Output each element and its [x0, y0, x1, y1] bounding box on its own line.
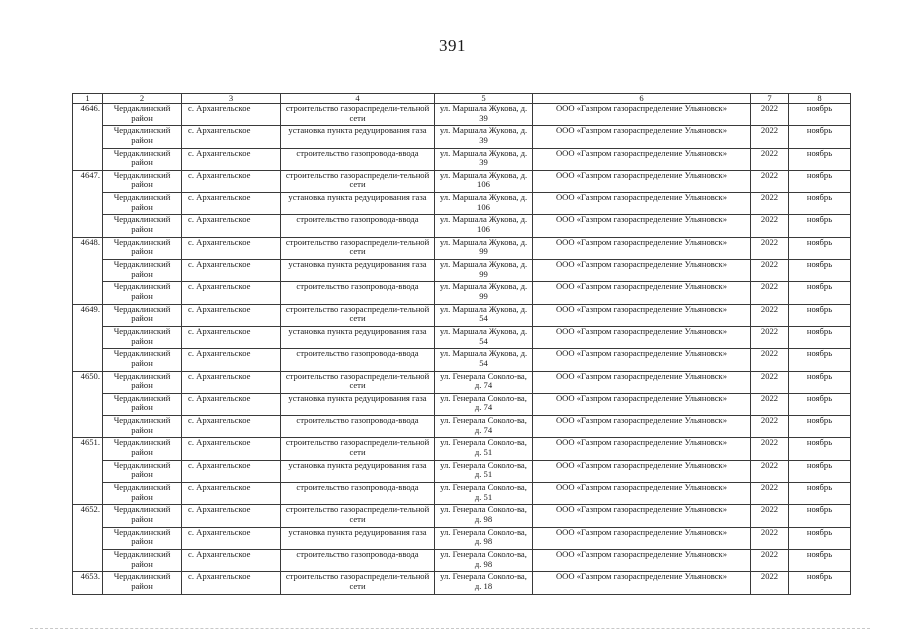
organization-cell: ООО «Газпром газораспределение Ульяновск»: [533, 416, 751, 438]
table-row: [73, 304, 851, 326]
district-cell: Чердаклинский район: [103, 438, 182, 460]
organization-cell: ООО «Газпром газораспределение Ульяновск»: [533, 260, 751, 282]
year-cell: 2022: [751, 460, 789, 482]
month-cell: ноябрь: [789, 170, 851, 192]
table-row: [73, 215, 851, 237]
row-number: [73, 349, 103, 371]
organization-cell: ООО «Газпром газораспределение Ульяновск»: [533, 505, 751, 527]
address-cell: ул. Маршала Жукова, д. 54: [435, 349, 533, 371]
year-cell: 2022: [751, 304, 789, 326]
header-cell: 4: [281, 94, 435, 104]
organization-cell: ООО «Газпром газораспределение Ульяновск»: [533, 126, 751, 148]
month-cell: ноябрь: [789, 282, 851, 304]
work-type-cell: установка пункта редуцирования газа: [281, 527, 435, 549]
work-type-cell: строительство газораспредели-тельной сети: [281, 170, 435, 192]
district-cell: Чердаклинский район: [103, 460, 182, 482]
work-type-cell: установка пункта редуцирования газа: [281, 460, 435, 482]
month-cell: ноябрь: [789, 438, 851, 460]
organization-cell: ООО «Газпром газораспределение Ульяновск»: [533, 304, 751, 326]
district-cell: Чердаклинский район: [103, 193, 182, 215]
organization-cell: ООО «Газпром газораспределение Ульяновск»: [533, 104, 751, 126]
year-cell: 2022: [751, 393, 789, 415]
table-row: [73, 282, 851, 304]
district-cell: Чердаклинский район: [103, 148, 182, 170]
year-cell: 2022: [751, 193, 789, 215]
organization-cell: ООО «Газпром газораспределение Ульяновск»: [533, 349, 751, 371]
district-cell: Чердаклинский район: [103, 393, 182, 415]
work-type-cell: строительство газопровода-ввода: [281, 215, 435, 237]
table-row: [73, 148, 851, 170]
row-number: 4647.: [73, 170, 103, 192]
work-type-cell: строительство газораспредели-тельной сети: [281, 104, 435, 126]
row-number: [73, 393, 103, 415]
address-cell: ул. Маршала Жукова, д. 99: [435, 260, 533, 282]
work-type-cell: строительство газораспредели-тельной сети: [281, 371, 435, 393]
locality-cell: с. Архангельское: [182, 527, 281, 549]
work-type-cell: строительство газораспредели-тельной сети: [281, 505, 435, 527]
row-number: [73, 483, 103, 505]
address-cell: ул. Маршала Жукова, д. 99: [435, 282, 533, 304]
address-cell: ул. Маршала Жукова, д. 106: [435, 215, 533, 237]
header-cell: 5: [435, 94, 533, 104]
district-cell: Чердаклинский район: [103, 416, 182, 438]
address-cell: ул. Маршала Жукова, д. 106: [435, 170, 533, 192]
locality-cell: с. Архангельское: [182, 326, 281, 348]
year-cell: 2022: [751, 126, 789, 148]
scan-artifact: [30, 628, 870, 630]
locality-cell: с. Архангельское: [182, 215, 281, 237]
row-number: [73, 549, 103, 571]
address-cell: ул. Маршала Жукова, д. 39: [435, 148, 533, 170]
address-cell: ул. Маршала Жукова, д. 54: [435, 326, 533, 348]
address-cell: ул. Генерала Соколо-ва, д. 74: [435, 416, 533, 438]
locality-cell: с. Архангельское: [182, 393, 281, 415]
district-cell: Чердаклинский район: [103, 549, 182, 571]
organization-cell: ООО «Газпром газораспределение Ульяновск»: [533, 237, 751, 259]
table-row: [73, 349, 851, 371]
year-cell: 2022: [751, 349, 789, 371]
locality-cell: с. Архангельское: [182, 416, 281, 438]
year-cell: 2022: [751, 215, 789, 237]
organization-cell: ООО «Газпром газораспределение Ульяновск»: [533, 148, 751, 170]
table-row: [73, 170, 851, 192]
work-type-cell: установка пункта редуцирования газа: [281, 326, 435, 348]
locality-cell: с. Архангельское: [182, 237, 281, 259]
work-type-cell: строительство газораспредели-тельной сети: [281, 237, 435, 259]
month-cell: ноябрь: [789, 148, 851, 170]
table-row: [73, 193, 851, 215]
work-type-cell: установка пункта редуцирования газа: [281, 126, 435, 148]
year-cell: 2022: [751, 260, 789, 282]
locality-cell: с. Архангельское: [182, 304, 281, 326]
work-type-cell: строительство газораспредели-тельной сети: [281, 572, 435, 594]
month-cell: ноябрь: [789, 193, 851, 215]
header-cell: 2: [103, 94, 182, 104]
year-cell: 2022: [751, 416, 789, 438]
month-cell: ноябрь: [789, 215, 851, 237]
address-cell: ул. Генерала Соколо-ва, д. 74: [435, 371, 533, 393]
table-row: [73, 326, 851, 348]
header-cell: 7: [751, 94, 789, 104]
table-row: [73, 527, 851, 549]
organization-cell: ООО «Газпром газораспределение Ульяновск»: [533, 527, 751, 549]
organization-cell: ООО «Газпром газораспределение Ульяновск»: [533, 549, 751, 571]
locality-cell: с. Архангельское: [182, 483, 281, 505]
locality-cell: с. Архангельское: [182, 505, 281, 527]
row-number: [73, 527, 103, 549]
header-cell: 8: [789, 94, 851, 104]
district-cell: Чердаклинский район: [103, 326, 182, 348]
header-cell: 6: [533, 94, 751, 104]
organization-cell: ООО «Газпром газораспределение Ульяновск»: [533, 572, 751, 594]
table-row: [73, 126, 851, 148]
district-cell: Чердаклинский район: [103, 215, 182, 237]
district-cell: Чердаклинский район: [103, 371, 182, 393]
row-number: 4649.: [73, 304, 103, 326]
month-cell: ноябрь: [789, 349, 851, 371]
work-type-cell: строительство газораспредели-тельной сети: [281, 438, 435, 460]
month-cell: ноябрь: [789, 104, 851, 126]
table-row: [73, 505, 851, 527]
year-cell: 2022: [751, 104, 789, 126]
table-row: [73, 483, 851, 505]
address-cell: ул. Генерала Соколо-ва, д. 18: [435, 572, 533, 594]
district-cell: Чердаклинский район: [103, 304, 182, 326]
work-type-cell: установка пункта редуцирования газа: [281, 260, 435, 282]
address-cell: ул. Генерала Соколо-ва, д. 98: [435, 505, 533, 527]
locality-cell: с. Архангельское: [182, 193, 281, 215]
district-cell: Чердаклинский район: [103, 126, 182, 148]
address-cell: ул. Маршала Жукова, д. 54: [435, 304, 533, 326]
year-cell: 2022: [751, 549, 789, 571]
address-cell: ул. Генерала Соколо-ва, д. 51: [435, 483, 533, 505]
month-cell: ноябрь: [789, 126, 851, 148]
table-row: [73, 438, 851, 460]
page-number: 391: [439, 36, 466, 55]
address-cell: ул. Генерала Соколо-ва, д. 51: [435, 438, 533, 460]
row-number: [73, 282, 103, 304]
month-cell: ноябрь: [789, 304, 851, 326]
month-cell: ноябрь: [789, 326, 851, 348]
row-number: 4653.: [73, 572, 103, 594]
locality-cell: с. Архангельское: [182, 104, 281, 126]
year-cell: 2022: [751, 326, 789, 348]
row-number: [73, 126, 103, 148]
year-cell: 2022: [751, 438, 789, 460]
address-cell: ул. Маршала Жукова, д. 39: [435, 126, 533, 148]
work-type-cell: строительство газопровода-ввода: [281, 416, 435, 438]
table-row: [73, 393, 851, 415]
district-cell: Чердаклинский район: [103, 282, 182, 304]
month-cell: ноябрь: [789, 527, 851, 549]
organization-cell: ООО «Газпром газораспределение Ульяновск»: [533, 282, 751, 304]
row-number: [73, 260, 103, 282]
table-row: [73, 260, 851, 282]
district-cell: Чердаклинский район: [103, 170, 182, 192]
table-row: [73, 460, 851, 482]
work-type-cell: строительство газопровода-ввода: [281, 148, 435, 170]
month-cell: ноябрь: [789, 460, 851, 482]
month-cell: ноябрь: [789, 260, 851, 282]
district-cell: Чердаклинский район: [103, 237, 182, 259]
row-number: [73, 215, 103, 237]
year-cell: 2022: [751, 527, 789, 549]
year-cell: 2022: [751, 170, 789, 192]
address-cell: ул. Генерала Соколо-ва, д. 98: [435, 549, 533, 571]
table-row: [73, 416, 851, 438]
locality-cell: с. Архангельское: [182, 438, 281, 460]
month-cell: ноябрь: [789, 483, 851, 505]
locality-cell: с. Архангельское: [182, 349, 281, 371]
district-cell: Чердаклинский район: [103, 572, 182, 594]
district-cell: Чердаклинский район: [103, 104, 182, 126]
header-cell: 3: [182, 94, 281, 104]
month-cell: ноябрь: [789, 572, 851, 594]
organization-cell: ООО «Газпром газораспределение Ульяновск»: [533, 393, 751, 415]
work-type-cell: установка пункта редуцирования газа: [281, 193, 435, 215]
address-cell: ул. Маршала Жукова, д. 39: [435, 104, 533, 126]
district-cell: Чердаклинский район: [103, 349, 182, 371]
work-type-cell: строительство газопровода-ввода: [281, 549, 435, 571]
year-cell: 2022: [751, 371, 789, 393]
row-number: 4650.: [73, 371, 103, 393]
locality-cell: с. Архангельское: [182, 460, 281, 482]
address-cell: ул. Маршала Жукова, д. 99: [435, 237, 533, 259]
organization-cell: ООО «Газпром газораспределение Ульяновск»: [533, 438, 751, 460]
month-cell: ноябрь: [789, 371, 851, 393]
row-number: [73, 326, 103, 348]
row-number: [73, 148, 103, 170]
work-type-cell: строительство газораспредели-тельной сети: [281, 304, 435, 326]
work-type-cell: строительство газопровода-ввода: [281, 483, 435, 505]
year-cell: 2022: [751, 505, 789, 527]
row-number: [73, 460, 103, 482]
month-cell: ноябрь: [789, 505, 851, 527]
district-cell: Чердаклинский район: [103, 527, 182, 549]
district-cell: Чердаклинский район: [103, 260, 182, 282]
work-type-cell: строительство газопровода-ввода: [281, 282, 435, 304]
locality-cell: с. Архангельское: [182, 572, 281, 594]
organization-cell: ООО «Газпром газораспределение Ульяновск»: [533, 215, 751, 237]
year-cell: 2022: [751, 282, 789, 304]
locality-cell: с. Архангельское: [182, 549, 281, 571]
month-cell: ноябрь: [789, 416, 851, 438]
locality-cell: с. Архангельское: [182, 282, 281, 304]
address-cell: ул. Маршала Жукова, д. 106: [435, 193, 533, 215]
row-number: 4648.: [73, 237, 103, 259]
work-type-cell: установка пункта редуцирования газа: [281, 393, 435, 415]
organization-cell: ООО «Газпром газораспределение Ульяновск»: [533, 326, 751, 348]
locality-cell: с. Архангельское: [182, 148, 281, 170]
year-cell: 2022: [751, 483, 789, 505]
table-header-row: [73, 94, 851, 104]
locality-cell: с. Архангельское: [182, 371, 281, 393]
table-row: [73, 237, 851, 259]
district-cell: Чердаклинский район: [103, 483, 182, 505]
organization-cell: ООО «Газпром газораспределение Ульяновск»: [533, 483, 751, 505]
month-cell: ноябрь: [789, 549, 851, 571]
year-cell: 2022: [751, 237, 789, 259]
table-row: [73, 371, 851, 393]
month-cell: ноябрь: [789, 393, 851, 415]
year-cell: 2022: [751, 572, 789, 594]
locality-cell: с. Архангельское: [182, 260, 281, 282]
work-type-cell: строительство газопровода-ввода: [281, 349, 435, 371]
gasification-table: [72, 93, 851, 595]
locality-cell: с. Архангельское: [182, 126, 281, 148]
row-number: 4652.: [73, 505, 103, 527]
organization-cell: ООО «Газпром газораспределение Ульяновск»: [533, 193, 751, 215]
table-row: [73, 572, 851, 594]
address-cell: ул. Генерала Соколо-ва, д. 74: [435, 393, 533, 415]
table-row: [73, 549, 851, 571]
row-number: 4651.: [73, 438, 103, 460]
month-cell: ноябрь: [789, 237, 851, 259]
header-cell: 1: [73, 94, 103, 104]
district-cell: Чердаклинский район: [103, 505, 182, 527]
address-cell: ул. Генерала Соколо-ва, д. 51: [435, 460, 533, 482]
organization-cell: ООО «Газпром газораспределение Ульяновск»: [533, 371, 751, 393]
year-cell: 2022: [751, 148, 789, 170]
organization-cell: ООО «Газпром газораспределение Ульяновск»: [533, 460, 751, 482]
row-number: [73, 416, 103, 438]
row-number: [73, 193, 103, 215]
organization-cell: ООО «Газпром газораспределение Ульяновск»: [533, 170, 751, 192]
locality-cell: с. Архангельское: [182, 170, 281, 192]
row-number: 4646.: [73, 104, 103, 126]
address-cell: ул. Генерала Соколо-ва, д. 98: [435, 527, 533, 549]
table-row: [73, 104, 851, 126]
